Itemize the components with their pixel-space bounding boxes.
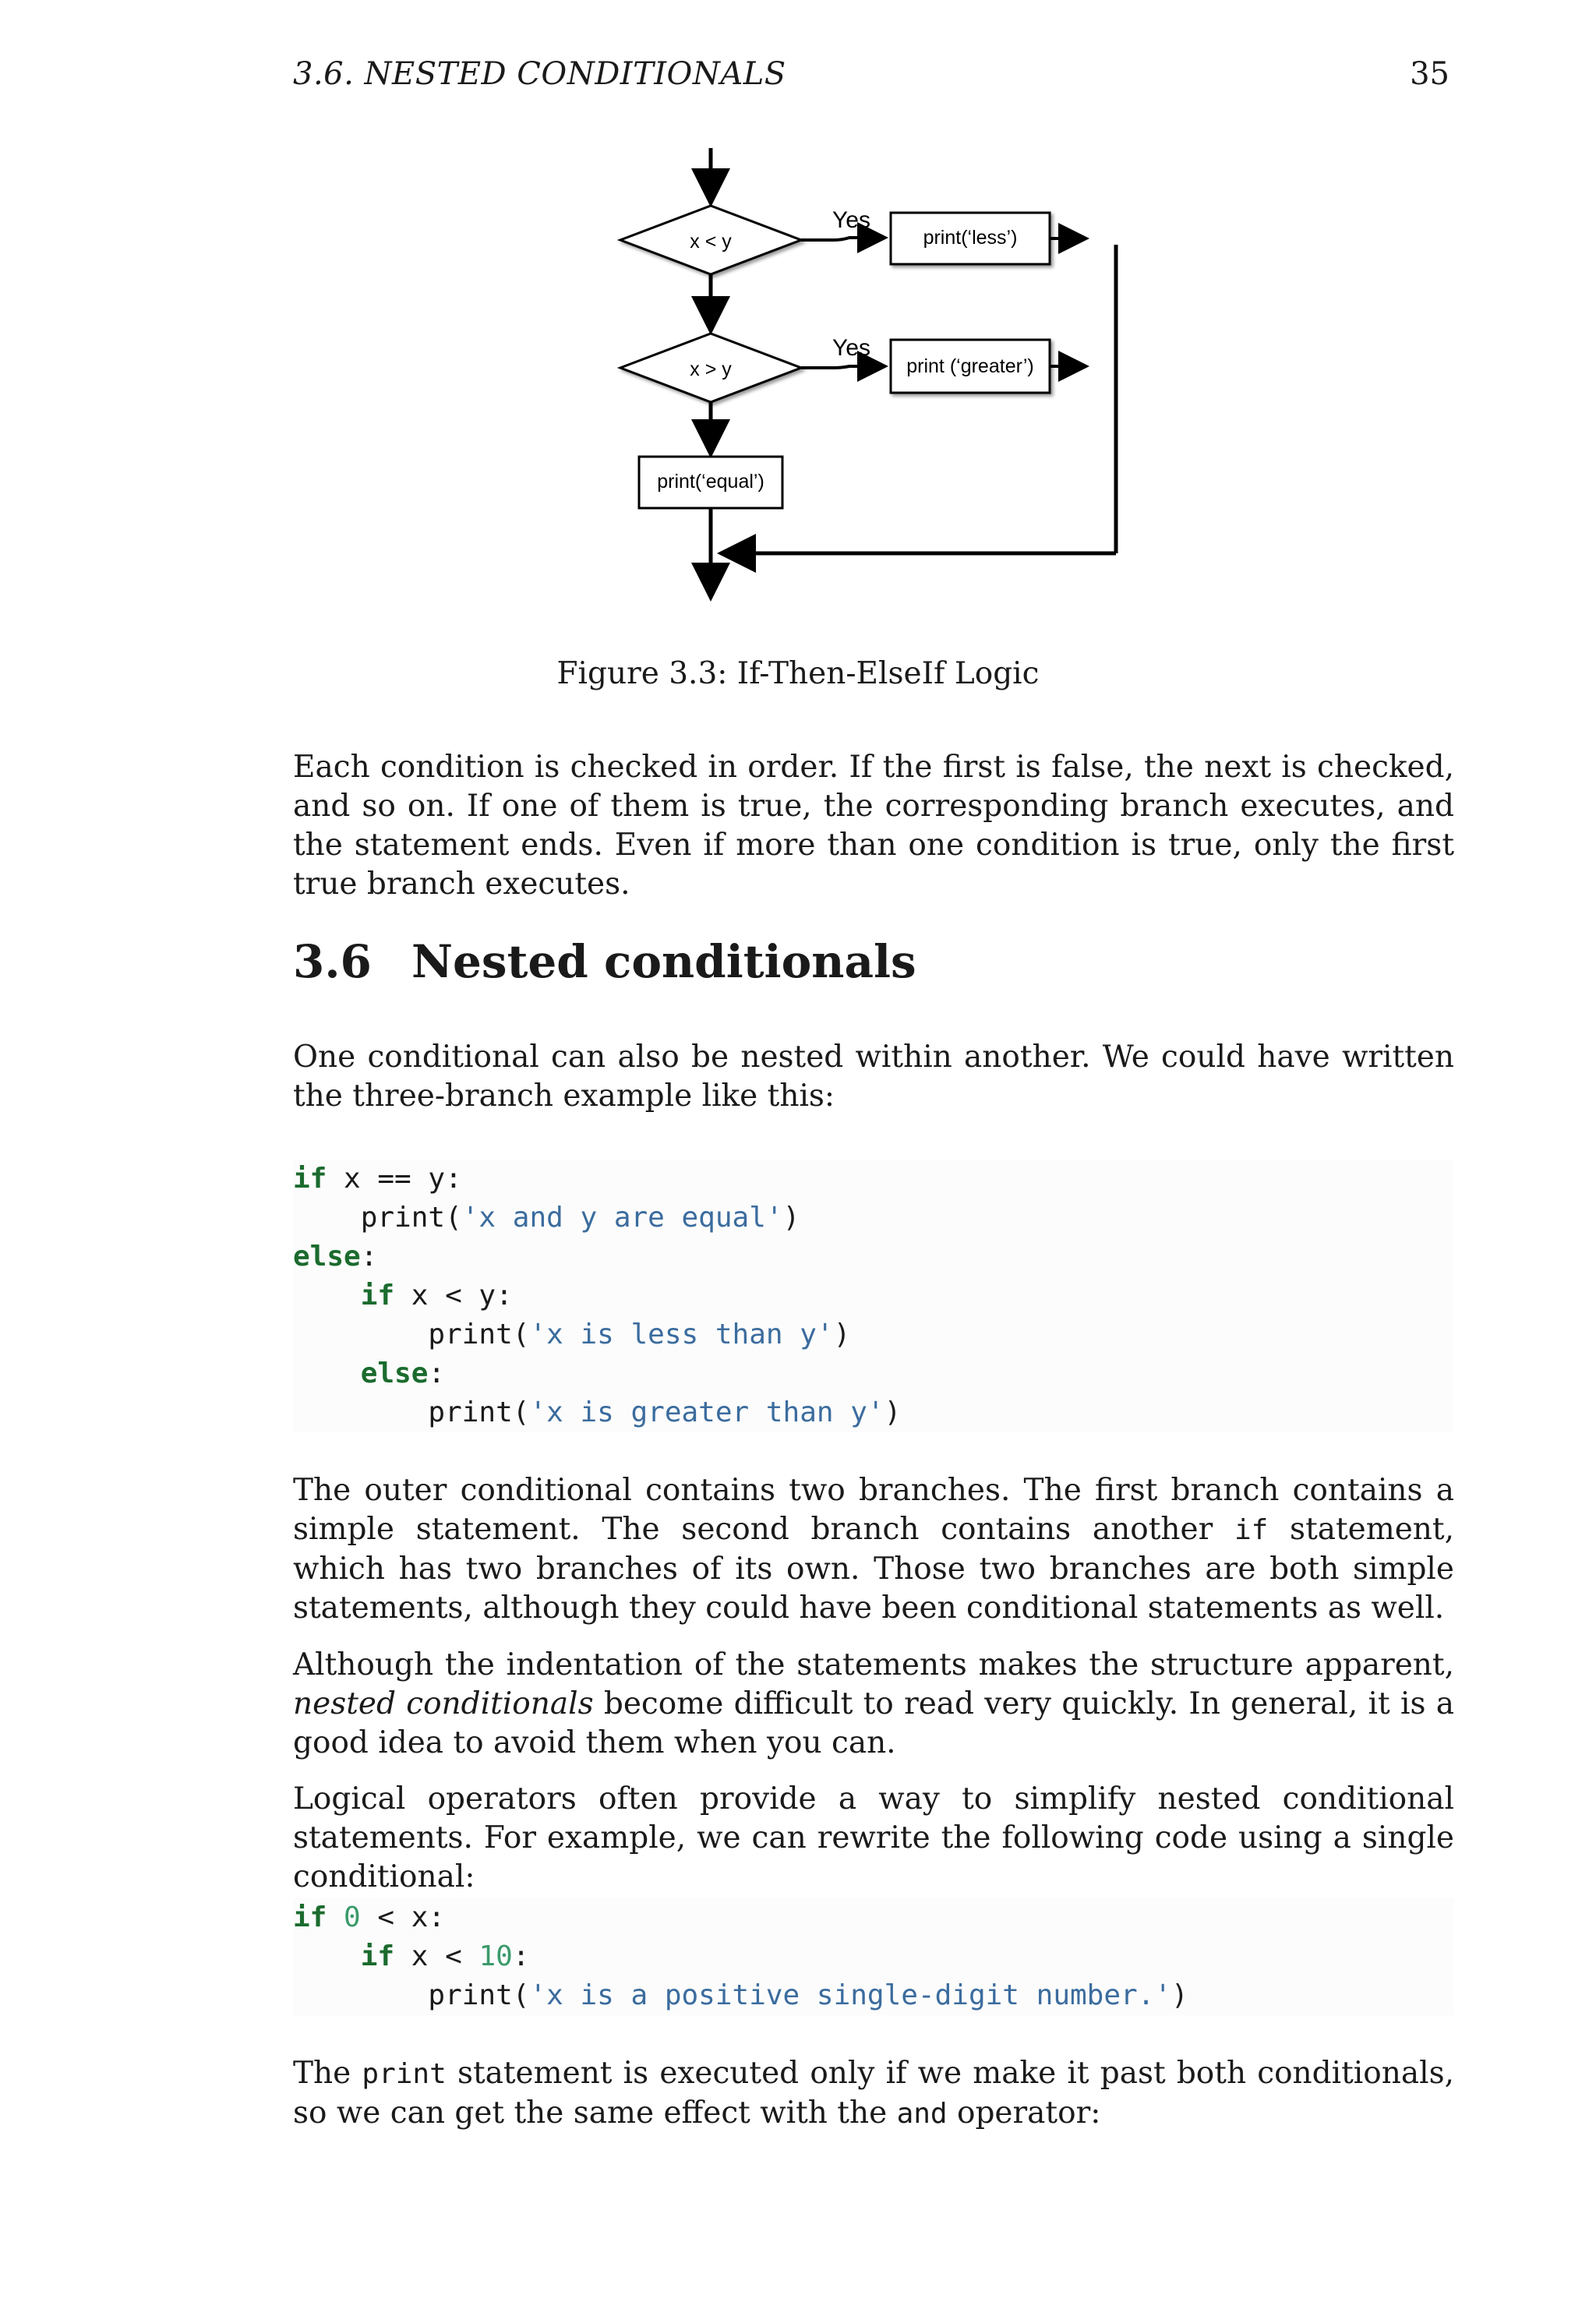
code-text: print(	[293, 1202, 462, 1234]
yes-arrow-1	[801, 238, 882, 240]
inline-code: if	[1234, 1514, 1269, 1546]
code-text: )	[833, 1319, 851, 1350]
code-text: print(	[293, 1319, 530, 1350]
paragraph-1: Each condition is checked in order. If the first is false, the next is checked, and so on. If one of them is true, the corresponding branch executes, and the statement ends. Even if more than one condition is true, only the first true branch executes.	[293, 750, 1454, 902]
code-text: :	[512, 1940, 530, 1972]
code-keyword: if	[360, 1280, 395, 1312]
running-head: 3.6. NESTED CONDITIONALS	[293, 56, 786, 92]
code-text	[293, 1358, 361, 1389]
code-number: 10	[478, 1940, 513, 1972]
inline-code: and	[896, 2098, 948, 2130]
text-run: statement is executed only if we make it past both conditionals, so we can get the same effect with the	[293, 2056, 1454, 2131]
code-text	[327, 1901, 344, 1933]
paragraph-3	[293, 1471, 1454, 1628]
text-run: The	[293, 2056, 362, 2091]
code-text: :	[428, 1358, 446, 1389]
flowchart-figure	[608, 140, 1153, 623]
code-string: 'x and y are equal'	[461, 1202, 783, 1234]
decision-1-label: x < y	[690, 231, 732, 252]
code-text: )	[782, 1202, 800, 1234]
code-keyword: else	[293, 1241, 361, 1273]
code-keyword: if	[293, 1901, 327, 1933]
code-text	[293, 1280, 361, 1312]
code-text: print(	[293, 1979, 530, 2011]
paragraph-6	[293, 2054, 1454, 2134]
code-text: print(	[293, 1396, 530, 1428]
code-text	[293, 1940, 361, 1972]
figure-caption: Figure 3.3: If-Then-ElseIf Logic	[556, 656, 1040, 691]
code-string: 'x is greater than y'	[529, 1396, 885, 1428]
yes-label-1: Yes	[832, 207, 870, 233]
text-run: become difficult to read very quickly. In general, it is a good idea to avoid them when you can.	[293, 1686, 1455, 1760]
code-text: < x:	[360, 1901, 446, 1933]
code-block-nested	[293, 1160, 1454, 1432]
code-text: :	[360, 1241, 378, 1273]
code-text: )	[884, 1396, 902, 1428]
code-number: 0	[344, 1901, 361, 1933]
paragraph-4	[293, 1646, 1454, 1763]
code-keyword: if	[360, 1940, 395, 1972]
code-string: 'x is a positive single-digit number.'	[529, 1979, 1172, 2011]
code-keyword: else	[360, 1358, 429, 1389]
section-number: 3.6	[293, 935, 372, 988]
code-string: 'x is less than y'	[529, 1319, 834, 1350]
paragraph-2: One conditional can also be nested within another. We could have written the three-branch example like this:	[293, 1040, 1454, 1114]
text-run: The outer conditional contains two branches. The first branch contains a simple statement. The second branch contains another	[293, 1473, 1454, 1547]
paragraph-5: Logical operators often provide a way to simplify nested conditional statements. For example, we can rewrite the following code using a single conditional:	[293, 1781, 1454, 1894]
page-number: 35	[1410, 56, 1449, 92]
decision-2-label: x > y	[690, 358, 732, 380]
yes-arrow-2	[801, 366, 882, 368]
section-title: Nested conditionals	[411, 935, 916, 988]
action-greater-label: print (‘greater’)	[906, 355, 1034, 377]
code-text: )	[1171, 1979, 1188, 2011]
code-keyword: if	[293, 1163, 327, 1195]
yes-label-2: Yes	[832, 335, 870, 361]
text-run: Although the indentation of the statements makes the structure apparent,	[293, 1647, 1454, 1682]
code-text: x == y:	[327, 1163, 462, 1195]
text-run: operator:	[947, 2095, 1101, 2131]
emphasis-term: nested conditionals	[293, 1686, 594, 1721]
action-equal-label: print(‘equal’)	[657, 471, 764, 493]
code-text: x < y:	[394, 1280, 513, 1312]
inline-code: print	[362, 2058, 447, 2090]
text-run: statement, which has two branches of its own. Those two branches are both simple statements, although they could have been conditional statements as well.	[293, 1512, 1454, 1626]
action-less-label: print(‘less’)	[923, 227, 1018, 249]
code-text: x <	[394, 1940, 479, 1972]
section-heading	[293, 935, 916, 988]
code-block-positive	[293, 1898, 1454, 2015]
